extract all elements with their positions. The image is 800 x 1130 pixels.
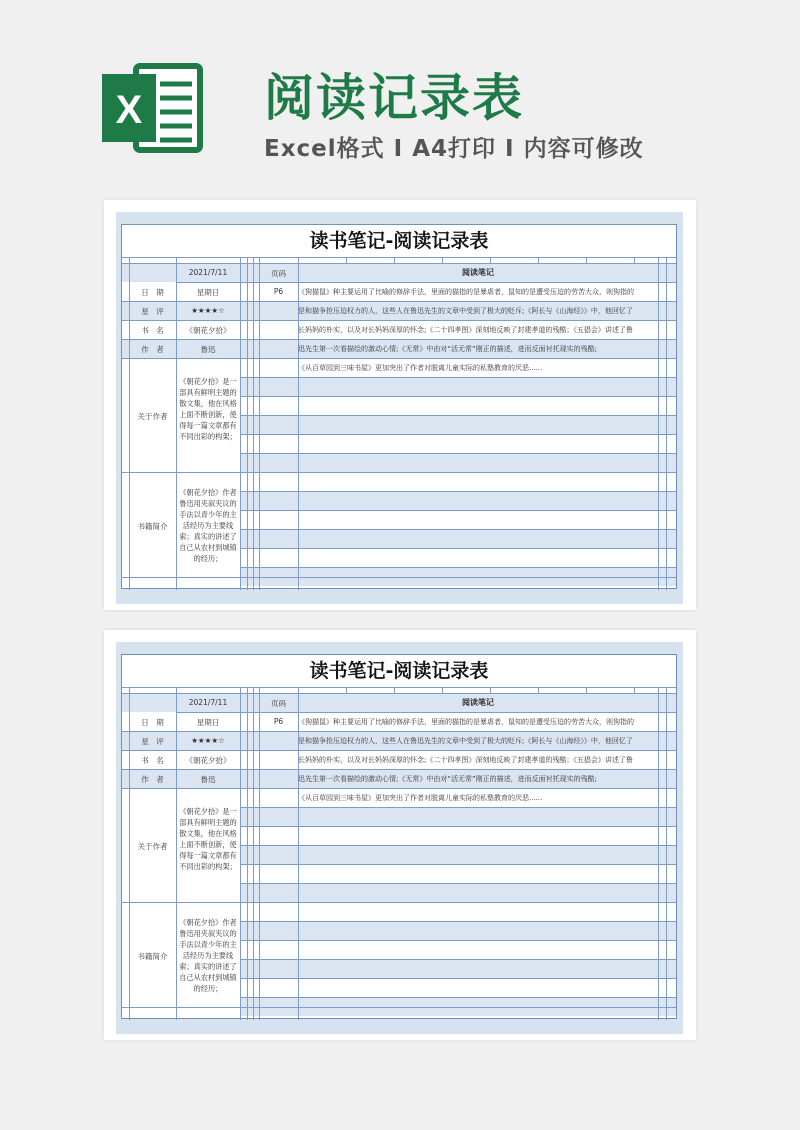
about-author-text[interactable]: 《朝花夕拾》是一部具有鲜明主题的散文集，他在风格上面不断创新，使得每一篇文章都有不同出彩的构架； <box>179 377 237 441</box>
page-subtitle: Excel格式 I A4打印 I 内容可修改 <box>264 136 644 162</box>
sheet-title: 读书笔记-阅读记录表 <box>309 230 489 252</box>
reading-record-table <box>121 224 677 589</box>
date-label: 日 期 <box>141 288 164 297</box>
date-label: 日 期 <box>141 718 164 727</box>
logo-letter: X <box>115 88 143 132</box>
about-author-text[interactable]: 《朝花夕拾》是一部具有鲜明主题的散文集，他在风格上面不断创新，使得每一篇文章都有不同出彩的构架； <box>179 807 237 871</box>
intro-text[interactable]: 《朝花夕拾》作者鲁迅用夹叙夹议的手法以青少年的主活经历为主要线索；真实的讲述了自己从农村到城镇的经历； <box>179 488 237 563</box>
intro-text[interactable]: 《朝花夕拾》作者鲁迅用夹叙夹议的手法以青少年的主活经历为主要线索；真实的讲述了自己从农村到城镇的经历； <box>179 918 237 993</box>
reading-record-table <box>121 654 677 1019</box>
page-value[interactable]: P6 <box>273 287 284 296</box>
date-value[interactable]: 2021/7/11 <box>188 698 228 707</box>
rating-value[interactable]: ★★★★☆ <box>191 306 225 315</box>
page-label: 页码 <box>271 269 286 278</box>
sheet-preview-bottom <box>104 630 696 1040</box>
rating-value[interactable]: ★★★★☆ <box>191 736 225 745</box>
sheet-title: 读书笔记-阅读记录表 <box>309 660 489 682</box>
weekday-value[interactable]: 星期日 <box>196 288 220 297</box>
intro-label: 书籍简介 <box>137 522 168 531</box>
author-label: 作 者 <box>141 775 164 784</box>
sheet-preview-top <box>104 200 696 610</box>
book-label: 书 名 <box>141 756 164 765</box>
note-line[interactable]: 《从百草园到三味书屋》更加突出了作者对脱离儿童实际的私塾教育的厌恶...... <box>298 794 543 802</box>
note-line[interactable]: 是和猫争抢压迫权力的人，这些人在鲁迅先生的文章中受到了极大的贬斥;《阿长与《山海经》》中，他回忆了 <box>298 307 633 315</box>
page-label: 页码 <box>271 699 286 708</box>
author-value[interactable]: 鲁迅 <box>200 345 216 354</box>
note-line[interactable]: 《狗猫鼠》种主要运用了比喻的修辞手法，里面的猫指的是暴虐者，鼠知的是遭受压迫的劳苦大众，则狗指的 <box>298 718 634 726</box>
note-line[interactable]: 迅先生第一次看描绘的激动心情;《无常》中由对“活无常”刚正的描述，进而反面衬托现实的残酷; <box>298 775 597 783</box>
notes-header: 阅读笔记 <box>462 698 494 707</box>
note-line[interactable]: 是和猫争抢压迫权力的人，这些人在鲁迅先生的文章中受到了极大的贬斥;《阿长与《山海经》》中，他回忆了 <box>298 737 633 745</box>
rating-label: 星 评 <box>141 737 164 746</box>
sheet-panel <box>116 212 683 604</box>
page-value[interactable]: P6 <box>273 717 284 726</box>
rating-label: 星 评 <box>141 307 164 316</box>
page-title: 阅读记录表 <box>264 69 524 127</box>
about-author-label: 关于作者 <box>137 842 168 851</box>
note-line[interactable]: 《从百草园到三味书屋》更加突出了作者对脱离儿童实际的私塾教育的厌恶...... <box>298 364 543 372</box>
excel-logo-icon <box>100 60 206 156</box>
intro-label: 书籍简介 <box>137 952 168 961</box>
book-value[interactable]: 《朝花夕拾》 <box>185 326 231 335</box>
book-value[interactable]: 《朝花夕拾》 <box>185 756 231 765</box>
note-line[interactable]: 长妈妈的朴实，以及对长妈妈深厚的怀念;《二十四孝图》深刻地反映了封建孝道的残酷；《五猖会》讲述了鲁 <box>298 756 633 764</box>
note-line[interactable]: 长妈妈的朴实，以及对长妈妈深厚的怀念;《二十四孝图》深刻地反映了封建孝道的残酷；《五猖会》讲述了鲁 <box>298 326 633 334</box>
page-header <box>0 0 800 200</box>
author-value[interactable]: 鲁迅 <box>200 775 216 784</box>
date-value[interactable]: 2021/7/11 <box>188 268 228 277</box>
weekday-value[interactable]: 星期日 <box>196 718 220 727</box>
notes-header: 阅读笔记 <box>462 268 494 277</box>
note-line[interactable]: 迅先生第一次看描绘的激动心情;《无常》中由对“活无常”刚正的描述，进而反面衬托现实的残酷; <box>298 345 597 353</box>
note-line[interactable]: 《狗猫鼠》种主要运用了比喻的修辞手法，里面的猫指的是暴虐者，鼠知的是遭受压迫的劳苦大众，则狗指的 <box>298 288 634 296</box>
book-label: 书 名 <box>141 326 164 335</box>
sheet-panel <box>116 642 683 1034</box>
author-label: 作 者 <box>141 345 164 354</box>
about-author-label: 关于作者 <box>137 412 168 421</box>
